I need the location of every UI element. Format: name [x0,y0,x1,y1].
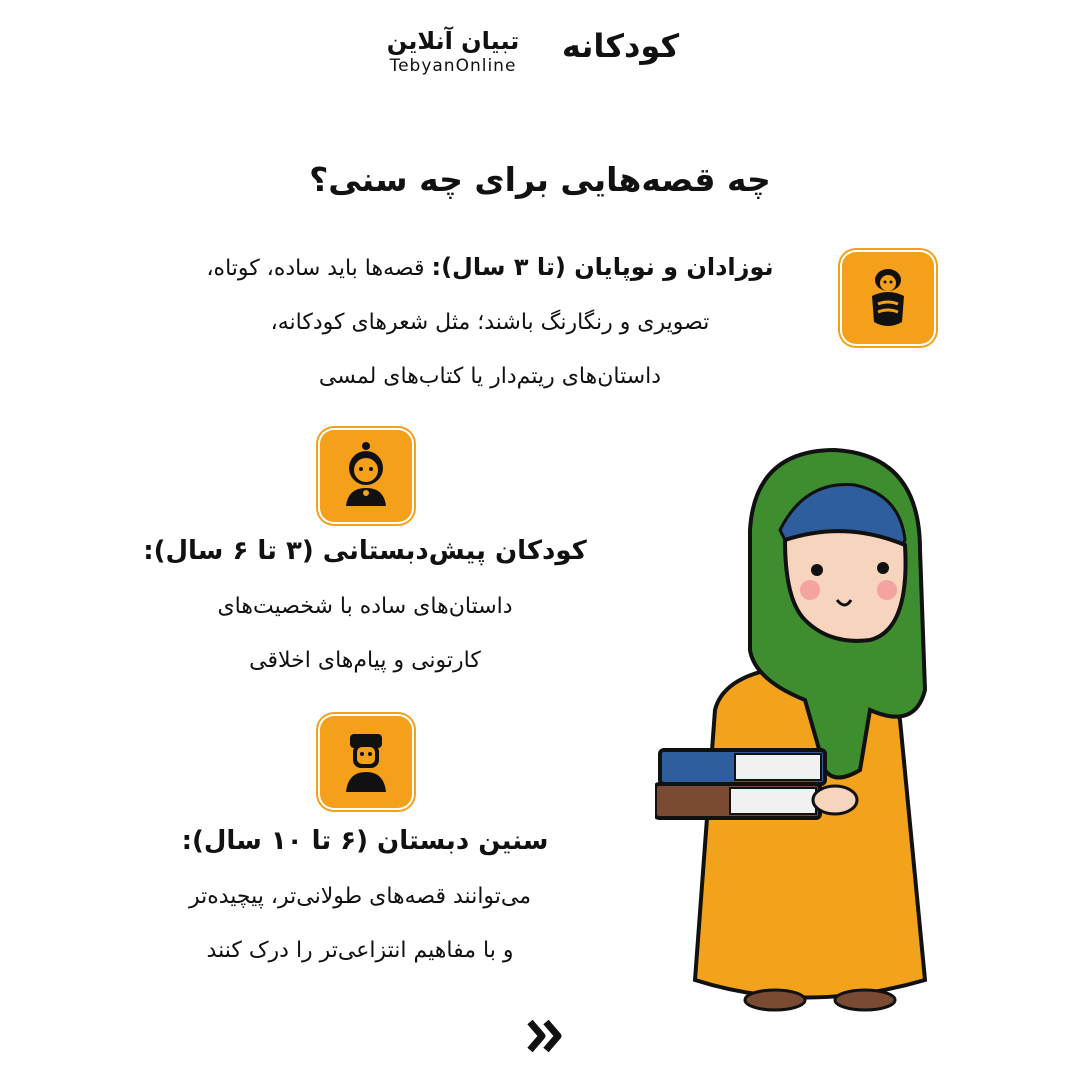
section-infants-line1 [150,240,830,296]
section-infants-heading: نوزادان و نوپایان (تا ۳ سال): [431,253,774,281]
baby-swaddle-icon [842,252,934,344]
toddler-icon [320,430,412,522]
double-chevron-icon[interactable] [524,1014,568,1058]
section-infants-body-2: تصویری و رنگارنگ باشند؛ مثل شعرهای کودکانه، [270,310,710,335]
koodakane-logo: کودکانه [561,27,680,65]
section-preschool-body [120,580,610,688]
section-elementary-body-1: می‌توانند قصه‌های طولانی‌تر، پیچیده‌تر [188,884,532,909]
section-elementary-body-2: و با مفاهیم انتزاعی‌تر را درک کنند [206,938,514,963]
tebyan-logo-fa: تبیان آنلاین [386,27,520,55]
section-preschool-heading: کودکان پیش‌دبستانی (۳ تا ۶ سال): [143,536,587,566]
page-title: چه قصه‌هایی برای چه سنی؟ [309,160,771,199]
section-preschool-body-2: کارتونی و پیام‌های اخلاقی [249,648,481,673]
section-infants [150,240,830,404]
section-preschool-body-1: داستان‌های ساده با شخصیت‌های [217,594,513,619]
tebyan-logo-en: TebyanOnline [389,56,517,76]
schoolchild-icon [320,716,412,808]
section-infants-body-1: قصه‌ها باید ساده، کوتاه، [206,256,432,281]
section-infants-body-3: داستان‌های ریتم‌دار یا کتاب‌های لمسی [318,364,662,389]
section-elementary-heading: سنین دبستان (۶ تا ۱۰ سال): [181,826,549,856]
woman-with-books-illustration [655,440,955,1020]
section-elementary-body [80,870,640,978]
tebyan-logo [378,26,528,76]
